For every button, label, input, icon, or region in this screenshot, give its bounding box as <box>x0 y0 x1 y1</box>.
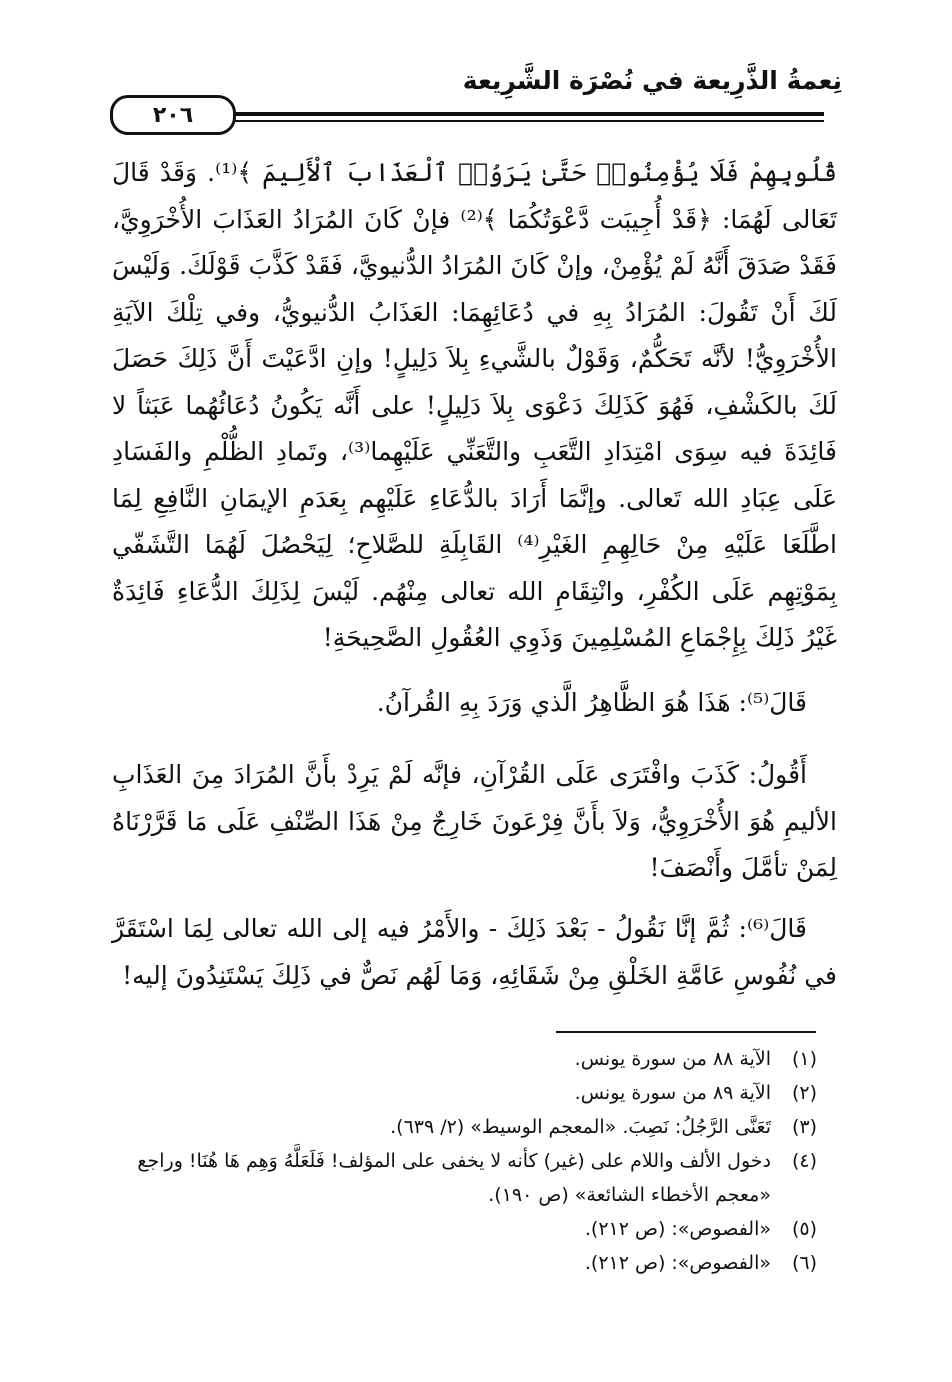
footnote-item <box>117 1110 817 1144</box>
footnote-number: (٥) <box>791 1218 817 1240</box>
footnote-text: تَعَنَّى الرَّجُلُ: نَصِبَ. «المعجم الوسيط» (٢/ ٦٣٩). <box>390 1116 771 1138</box>
footnote-item <box>117 1076 817 1110</box>
footnote-number: (٣) <box>791 1116 817 1138</box>
paragraph-2 <box>112 680 837 727</box>
paragraph-1 <box>112 150 837 662</box>
footnote-number: (١) <box>791 1048 817 1070</box>
footnotes <box>117 1042 817 1280</box>
paragraph-1-text: قُلُوبِهِمْ فَلَا يُؤْمِنُوا۟ حَتَّىٰ يَرَوُا۟ ٱلْعَذَابَ ٱلْأَلِيمَ ﴾⁽¹⁾. وَقَدْ قَالَ تَعَالى لَهُمَا: ﴿قَدْ أُجِيبَت دَّعْوَتُكُمَا ﴾⁽²⁾ فإنْ كَانَ المُرَادُ العَذَابَ الأُخْرَوِيَّ، فَقَدْ صَدَقَ أَنَّهُ لَمْ يُؤْمِنْ، وإنْ كَانَ المُرَادُ الدُّنيويَّ، فَقَدْ كَذَّبَ قَوْلَكَ. وَلَيْسَ لَكَ أَنْ تَقُولَ: المُرَادُ بِهِ في دُعَائِهِمَا: العَذَابُ الدُّنيويُّ، وفي تِلْكَ الآيَةِ الأُخْرَوِيُّ! لأنَّه تَحَكُّمٌ، وَقَوْلٌ بالشَّيءِ بِلاَ دَلِيلٍ! وإنِ ادَّعَيْتَ أَنَّ ذَلِكَ حَصَلَ لَكَ بالكَشْفِ، فَهُوَ كَذَلِكَ دَعْوَى بِلاَ دَلِيلٍ! على أَنَّه يَكُونُ دُعَائُهُما عَبَثاً لا فَائِدَةَ فيه سِوَى امْتِدَادِ التَّعَبِ والتَّعَنِّي عَلَيْهِما⁽³⁾، وتَمادِ الظُّلْمِ والفَسَادِ عَلَى عِبَادِ الله تَعالى. وإنَّمَا أَرَادَ بالدُّعَاءِ عَلَيْهِم بِعَدَمِ الإيمَانِ النَّافِعِ لِمَا اطَّلَعَا عَلَيْهِ مِنْ حَالِهِمِ الغَيْرِ⁽⁴⁾ القَابِلَةِ للصَّلاحِ؛ لِيَحْصُلَ لَهُمَا التَّشَفّي بِمَوْتِهِم عَلَى الكُفْرِ، وانْتِقَامِ الله تعالى مِنْهُم. لَيْسَ لِذَلِكَ الدُّعَاءِ فَائِدَةٌ غَيْرُ ذَلِكَ بِإِجْمَاعِ المُسْلِمِينَ وَذَوِي العُقُولِ الصَّحِيحَةِ! <box>112 158 838 652</box>
footnote-item <box>117 1042 817 1076</box>
paragraph-2-text: قَالَ⁽⁵⁾: هَذَا هُوَ الظَّاهِرُ الَّذي وَرَدَ بِهِ القُرآنُ. <box>376 688 807 717</box>
page-number <box>110 95 236 135</box>
running-title: نِعمةُ الذَّرِيعة في نُصْرَة الشَّرِيعة <box>462 66 842 95</box>
footnote-text: دخول الألف واللام على (غير) كأنه لا يخفى على المؤلف! فَلَعَلَّهُ وَهِم هَا هُنَا! وراجع «معجم الأخطاء الشائعة» (ص ١٩٠). <box>137 1150 771 1206</box>
paragraph-4-text: قَالَ⁽⁶⁾: ثُمَّ إنَّا نَقُولُ - بَعْدَ ذَلِكَ - والأَمْرُ فيه إلى الله تعالى لِمَا اسْتَقَرَّ في نُفُوسِ عَامَّةِ الخَلْقِ مِنْ شَقَائِهِ، وَمَا لَهُم نَصٌّ في ذَلِكَ يَسْتَنِدُونَ إليه! <box>112 914 837 990</box>
footnote-text: «الفصوص»: (ص ٢١٢). <box>584 1218 771 1240</box>
footnote-item <box>117 1246 817 1280</box>
footnote-text: الآية ٨٩ من سورة يونس. <box>574 1082 771 1104</box>
footnote-item <box>117 1212 817 1246</box>
footnote-number: (٦) <box>791 1252 817 1274</box>
paragraph-3-text: أَقُولُ: كَذَبَ وافْتَرَى عَلَى القُرْآنِ، فإنَّه لَمْ يَرِدْ بأَنَّ المُرَادَ مِنَ العَذَابِ الأليمِ هُوَ الأُخْرَوِيُّ، وَلاَ بأَنَّ فِرْعَونَ خَارِجٌ مِنْ هَذَا الصِّنْفِ عَلَى مَا قَرَّرْنَاهُ لِمَنْ تأمَّلَ وأَنْصَفَ! <box>112 760 837 882</box>
footnote-number: (٢) <box>791 1082 817 1104</box>
footnote-number: (٤) <box>791 1150 817 1172</box>
footnote-text: «الفصوص»: (ص ٢١٢). <box>584 1252 771 1274</box>
page-number-text: ٢٠٦ <box>152 102 194 128</box>
paragraph-3 <box>112 752 837 892</box>
footnote-text: الآية ٨٨ من سورة يونس. <box>574 1048 771 1070</box>
footnote-separator <box>556 1031 816 1033</box>
paragraph-4 <box>112 906 837 999</box>
footnote-item <box>117 1144 817 1212</box>
